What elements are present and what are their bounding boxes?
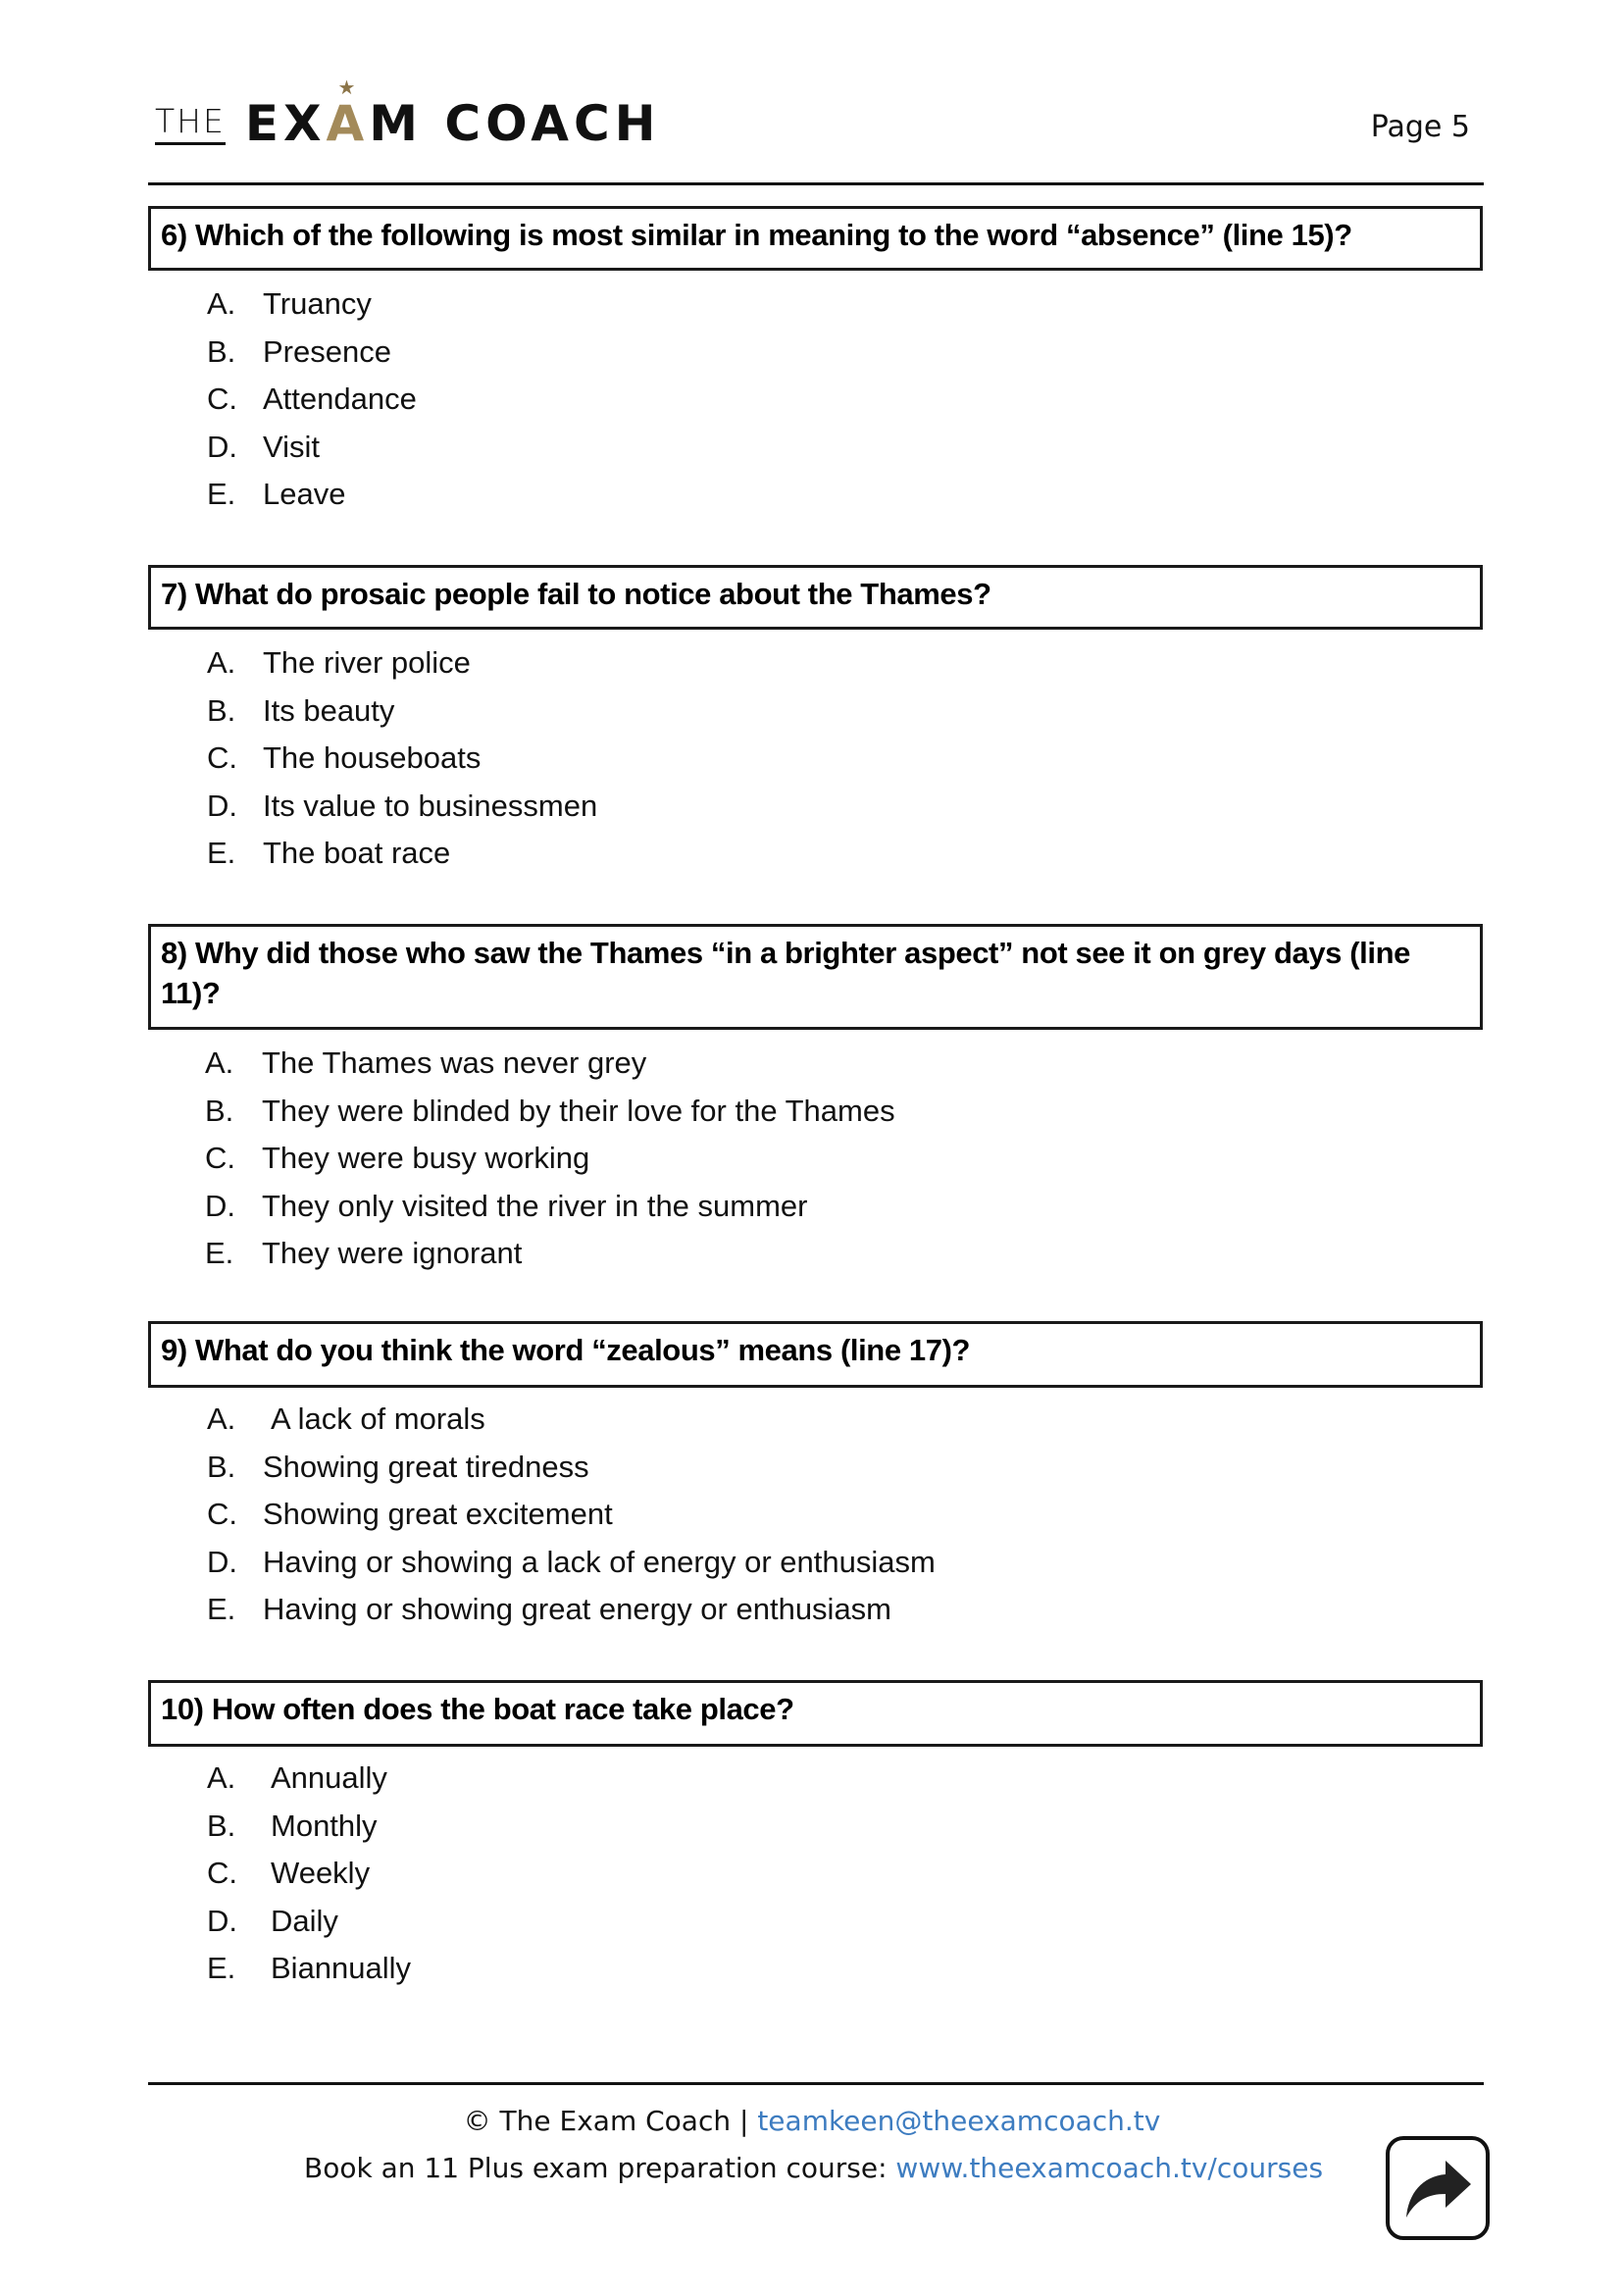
option-text: Biannually bbox=[271, 1951, 412, 1985]
question-8-text: 8) Why did those who saw the Thames “in a brighter aspect” not see it on grey days (line 11)? bbox=[161, 936, 1410, 1010]
logo-the: THE bbox=[155, 105, 226, 145]
option-text: The Thames was never grey bbox=[262, 1045, 647, 1080]
option-letter: D. bbox=[207, 430, 237, 464]
option-letter: B. bbox=[207, 334, 236, 369]
option-letter: D. bbox=[205, 1189, 235, 1223]
question-6-box bbox=[148, 206, 1483, 271]
option-letter: B. bbox=[207, 1450, 236, 1484]
option-letter: B. bbox=[205, 1094, 234, 1128]
option-text: Showing great tiredness bbox=[263, 1450, 589, 1484]
share-forward-arrow-icon bbox=[1402, 2155, 1473, 2221]
option-letter: C. bbox=[207, 382, 237, 416]
option-letter: E. bbox=[207, 1592, 236, 1626]
option-text: Monthly bbox=[271, 1809, 378, 1843]
option-letter: A. bbox=[207, 1760, 236, 1795]
option-text: Having or showing great energy or enthusiasm bbox=[263, 1592, 892, 1626]
option-text: Annually bbox=[271, 1760, 387, 1795]
option-text: Visit bbox=[263, 430, 321, 464]
option-text: Weekly bbox=[271, 1856, 371, 1890]
option-text: Daily bbox=[271, 1904, 338, 1938]
question-10-box bbox=[148, 1680, 1483, 1747]
logo-wordmark bbox=[244, 76, 661, 152]
option-letter: A. bbox=[205, 1045, 234, 1080]
option-letter: E. bbox=[207, 836, 236, 870]
next-page-button[interactable] bbox=[1386, 2136, 1490, 2240]
option-text: Truancy bbox=[263, 286, 372, 321]
question-6-text: 6) Which of the following is most similar in meaning to the word “absence” (line 15)? bbox=[161, 218, 1352, 252]
option-text: Its value to businessmen bbox=[263, 789, 598, 823]
option-letter: C. bbox=[207, 1856, 237, 1890]
option-text: A lack of morals bbox=[271, 1402, 485, 1436]
option-text: The houseboats bbox=[263, 740, 482, 775]
copyright-text: © The Exam Coach | bbox=[463, 2105, 758, 2137]
option-text: Leave bbox=[263, 477, 346, 511]
option-text: The river police bbox=[263, 645, 471, 680]
footer-course-line bbox=[304, 2152, 1323, 2184]
option-text: They were blinded by their love for the Thames bbox=[262, 1094, 895, 1128]
logo-a-letter: A bbox=[326, 95, 370, 152]
header-divider bbox=[148, 182, 1484, 185]
question-9-box bbox=[148, 1321, 1483, 1388]
logo-m-coach: M COACH bbox=[369, 95, 661, 152]
logo-a bbox=[326, 76, 370, 152]
option-text: Showing great excitement bbox=[263, 1497, 613, 1531]
option-text: They only visited the river in the summer bbox=[262, 1189, 808, 1223]
footer-copyright-line bbox=[0, 2105, 1624, 2137]
option-letter: C. bbox=[205, 1141, 235, 1175]
logo-ex: EX bbox=[244, 95, 327, 152]
option-letter: C. bbox=[207, 740, 237, 775]
courses-link[interactable]: www.theexamcoach.tv/courses bbox=[895, 2152, 1324, 2184]
option-text: Attendance bbox=[263, 382, 417, 416]
option-text: They were busy working bbox=[262, 1141, 590, 1175]
option-letter: B. bbox=[207, 1809, 236, 1843]
option-letter: B. bbox=[207, 693, 236, 728]
question-10-text: 10) How often does the boat race take place? bbox=[161, 1692, 794, 1726]
option-text: Having or showing a lack of energy or enthusiasm bbox=[263, 1545, 936, 1579]
option-text: The boat race bbox=[263, 836, 451, 870]
option-letter: A. bbox=[207, 645, 236, 680]
course-prefix-text: Book an 11 Plus exam preparation course: bbox=[304, 2152, 896, 2184]
option-letter: D. bbox=[207, 789, 237, 823]
question-7-box bbox=[148, 565, 1483, 630]
question-9-text: 9) What do you think the word “zealous” means (line 17)? bbox=[161, 1333, 971, 1367]
brand-logo bbox=[155, 76, 661, 153]
option-letter: D. bbox=[207, 1545, 237, 1579]
footer-divider bbox=[148, 2082, 1484, 2085]
option-letter: D. bbox=[207, 1904, 237, 1938]
option-letter: A. bbox=[207, 286, 236, 321]
option-letter: C. bbox=[207, 1497, 237, 1531]
option-letter: A. bbox=[207, 1402, 236, 1436]
option-letter: E. bbox=[207, 477, 236, 511]
option-letter: E. bbox=[207, 1951, 236, 1985]
option-text: Presence bbox=[263, 334, 391, 369]
question-7-text: 7) What do prosaic people fail to notice about the Thames? bbox=[161, 577, 991, 611]
option-text: They were ignorant bbox=[262, 1236, 523, 1270]
option-letter: E. bbox=[205, 1236, 234, 1270]
email-link[interactable]: teamkeen@theexamcoach.tv bbox=[757, 2105, 1161, 2137]
page-number: Page 5 bbox=[1370, 110, 1470, 144]
question-8-box bbox=[148, 924, 1483, 1030]
star-icon: ★ bbox=[337, 76, 361, 99]
option-text: Its beauty bbox=[263, 693, 395, 728]
